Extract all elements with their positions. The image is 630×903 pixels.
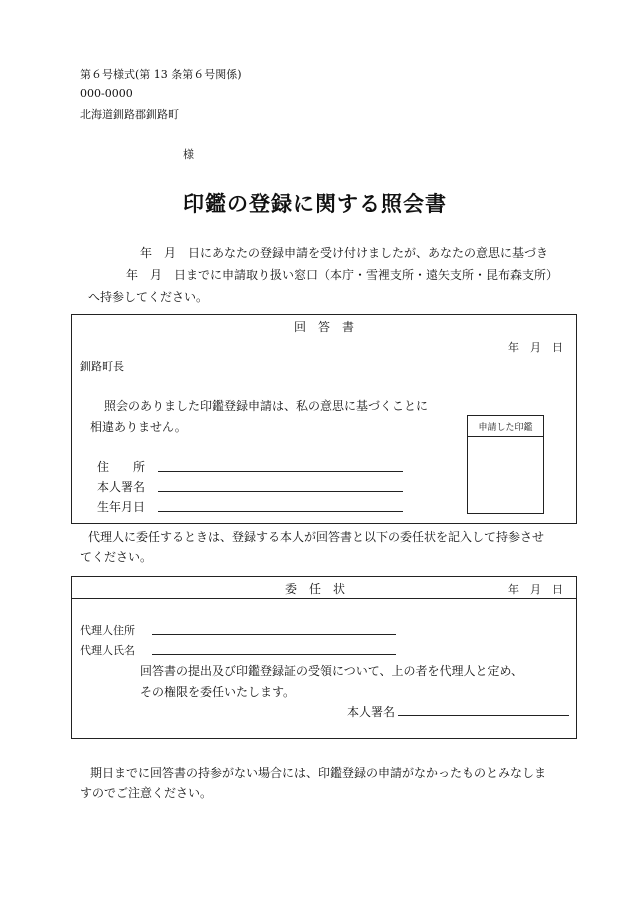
delegation-signature-label: 本人署名: [347, 705, 396, 719]
document-title: 印鑑の登録に関する照会書: [183, 191, 447, 216]
delegation-heading: 委 任 状: [284, 582, 345, 596]
proxy-note-line-2: てください。: [80, 550, 153, 564]
form-number: 第６号様式(第 13 条第６号関係): [80, 68, 242, 81]
seal-label: 申請した印鑑: [478, 423, 533, 433]
delegation-body-line-2: その権限を委任いたします。: [140, 685, 296, 699]
birthdate-label: 生年月日: [97, 500, 146, 514]
reply-statement-line-1: 照会のありました印鑑登録申請は、私の意思に基づくことに: [104, 399, 429, 413]
recipient-honorific: 様: [183, 148, 194, 161]
reply-recipient: 釧路町長: [80, 360, 124, 373]
reply-date: 年 月 日: [508, 341, 563, 354]
agent-address-label: 代理人住所: [80, 624, 135, 637]
signature-label: 本人署名: [97, 480, 146, 494]
signature-field[interactable]: [158, 491, 403, 492]
agent-name-label: 代理人氏名: [80, 644, 135, 657]
delegation-signature-field[interactable]: [398, 715, 569, 716]
postal-code: 000-0000: [80, 87, 133, 100]
seal-box-divider: [467, 436, 544, 437]
agent-name-field[interactable]: [152, 654, 396, 655]
intro-line-1: 年 月 日にあなたの登録申請を受け付けましたが、あなたの意思に基づき: [140, 246, 549, 260]
agent-address-field[interactable]: [152, 634, 396, 635]
address-label: 住 所: [97, 460, 146, 474]
delegation-body-line-1: 回答書の提出及び印鑑登録証の受領について、上の者を代理人と定め、: [140, 664, 524, 678]
intro-line-3: へ持参してください。: [88, 290, 209, 304]
reply-statement-line-2: 相違ありません。: [90, 420, 187, 434]
proxy-note-line-1: 代理人に委任するときは、登録する本人が回答書と以下の委任状を記入して持参させ: [88, 530, 545, 544]
recipient-address: 北海道釧路郡釧路町: [80, 108, 179, 121]
birthdate-field[interactable]: [158, 511, 403, 512]
delegation-date: 年 月 日: [508, 583, 563, 596]
footer-line-2: すのでご注意ください。: [80, 786, 213, 800]
footer-line-1: 期日までに回答書の持参がない場合には、印鑑登録の申請がなかったものとみなしま: [90, 766, 547, 780]
reply-heading: 回 答 書: [293, 320, 354, 334]
delegation-heading-divider: [71, 598, 577, 599]
intro-line-2: 年 月 日までに申請取り扱い窓口（本庁・雪裡支所・遠矢支所・昆布森支所）: [126, 268, 559, 282]
address-field[interactable]: [158, 471, 403, 472]
